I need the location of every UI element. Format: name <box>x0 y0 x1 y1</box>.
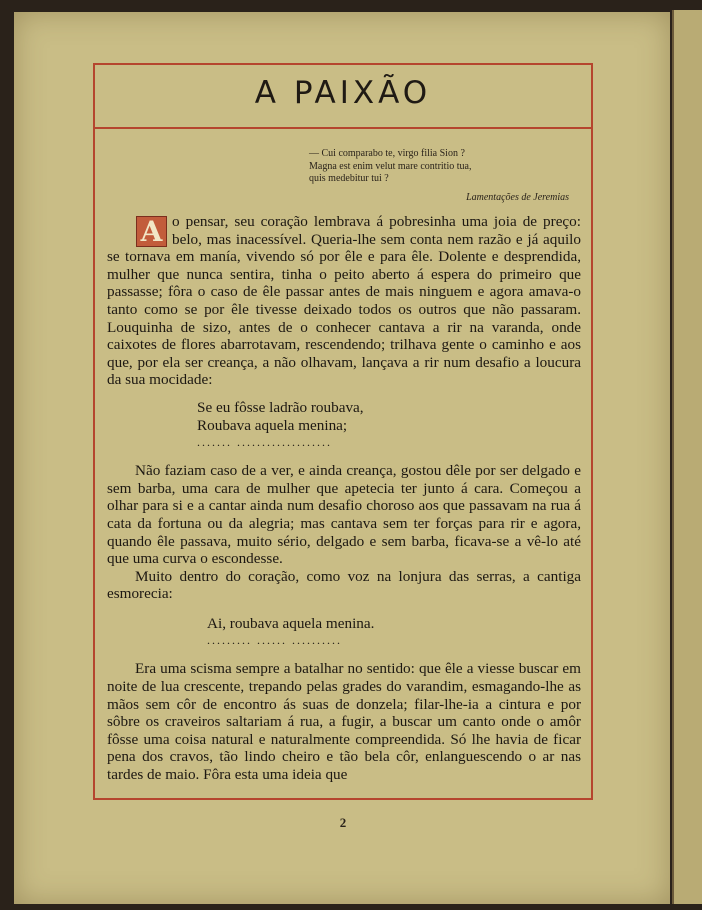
epigraph-line: — Cui comparabo te, virgo filia Sion ? <box>309 148 465 159</box>
text-frame <box>93 63 593 800</box>
drop-cap: A <box>136 216 167 247</box>
epigraph-line: quis medebitur tui ? <box>309 173 389 184</box>
verse-line: Roubava aquela menina; <box>197 416 348 434</box>
ellipsis-dots: ....... ................... <box>197 435 332 450</box>
page-number: 2 <box>339 815 347 830</box>
title-rule <box>95 127 591 129</box>
verse-block <box>107 399 581 450</box>
ellipsis-dots: ......... ...... .......... <box>207 633 342 648</box>
page-title: A PAIXÃO <box>254 75 432 111</box>
paragraph: Era uma scisma sempre a batalhar no sentido: que êle a viesse buscar em noite de lua crescente, trepando pelas grades do varandim, esmagando-lhe as mãos sem côr de encontro ás suas de donzela; filar-lhe-ia a cintura e por sôbre os craveiros saltariam á rua, a fugir, a buscar um canto onde o amôr fôsse uma coisa natural e naturalmente compreendida. Só lhe havia de ficar pena dos cravos, tão lindo cheiro e tão bela côr, enlanguescendo o ar nas tardes de maio. Fôra esta uma ideia que <box>107 660 581 784</box>
epigraph-line: Magna est enim velut mare contritio tua, <box>309 160 472 172</box>
epigraph-source: Lamentações de Jeremias <box>466 191 569 203</box>
epigraph <box>309 148 569 204</box>
body-text <box>107 213 581 784</box>
next-page-edge <box>672 10 702 904</box>
verse-line: Se eu fôsse ladrão roubava, <box>197 398 364 416</box>
paragraph: Muito dentro do coração, como voz na lonjura das serras, a cantiga esmorecia: <box>107 567 581 603</box>
paragraph: Não faziam caso de a ver, e ainda creança, gostou dêle por ser delgado e sem barba, uma cara de mulher que apetecia ter junto á cara. Começou a olhar para si e a cantar ainda num desafio choroso aos que passavam na rua á cata da fortuna ou da alegria; mas cantava sem ter forças para rir e agora, quando êle passava, muito sério, delgado e sem barba, ficava-se a vê-lo até que uma curva o escondesse. <box>107 462 581 568</box>
verse-block <box>107 615 581 649</box>
paragraph <box>107 213 581 389</box>
paragraph-text: o pensar, seu coração lembrava á pobresinha uma joia de preço: belo, mas inacessível. Queria-lhe sem conta nem razão e já aquilo se tornava em manía, vivendo só por êle e para êle. Dolente e desprendida, mulher que nunca sentira, tinha o peito aberto á espera do primeiro que passasse; fôra o caso de êle passar antes de mais ninguem e agora amava-o tanto como se por êle tivesse deixado todos os outros que não passaram. Louquinha de sizo, antes de o conhecer cantava a rir na varanda, onde caixotes de flores abarrotavam, rescendendo; trilhava gente o caminho e aos que, por ela ser creança, a não olhavam, lançava a rir num desafio a loucura da sua mocidade: <box>107 213 581 389</box>
verse-line: Ai, roubava aquela menina. <box>207 614 375 632</box>
